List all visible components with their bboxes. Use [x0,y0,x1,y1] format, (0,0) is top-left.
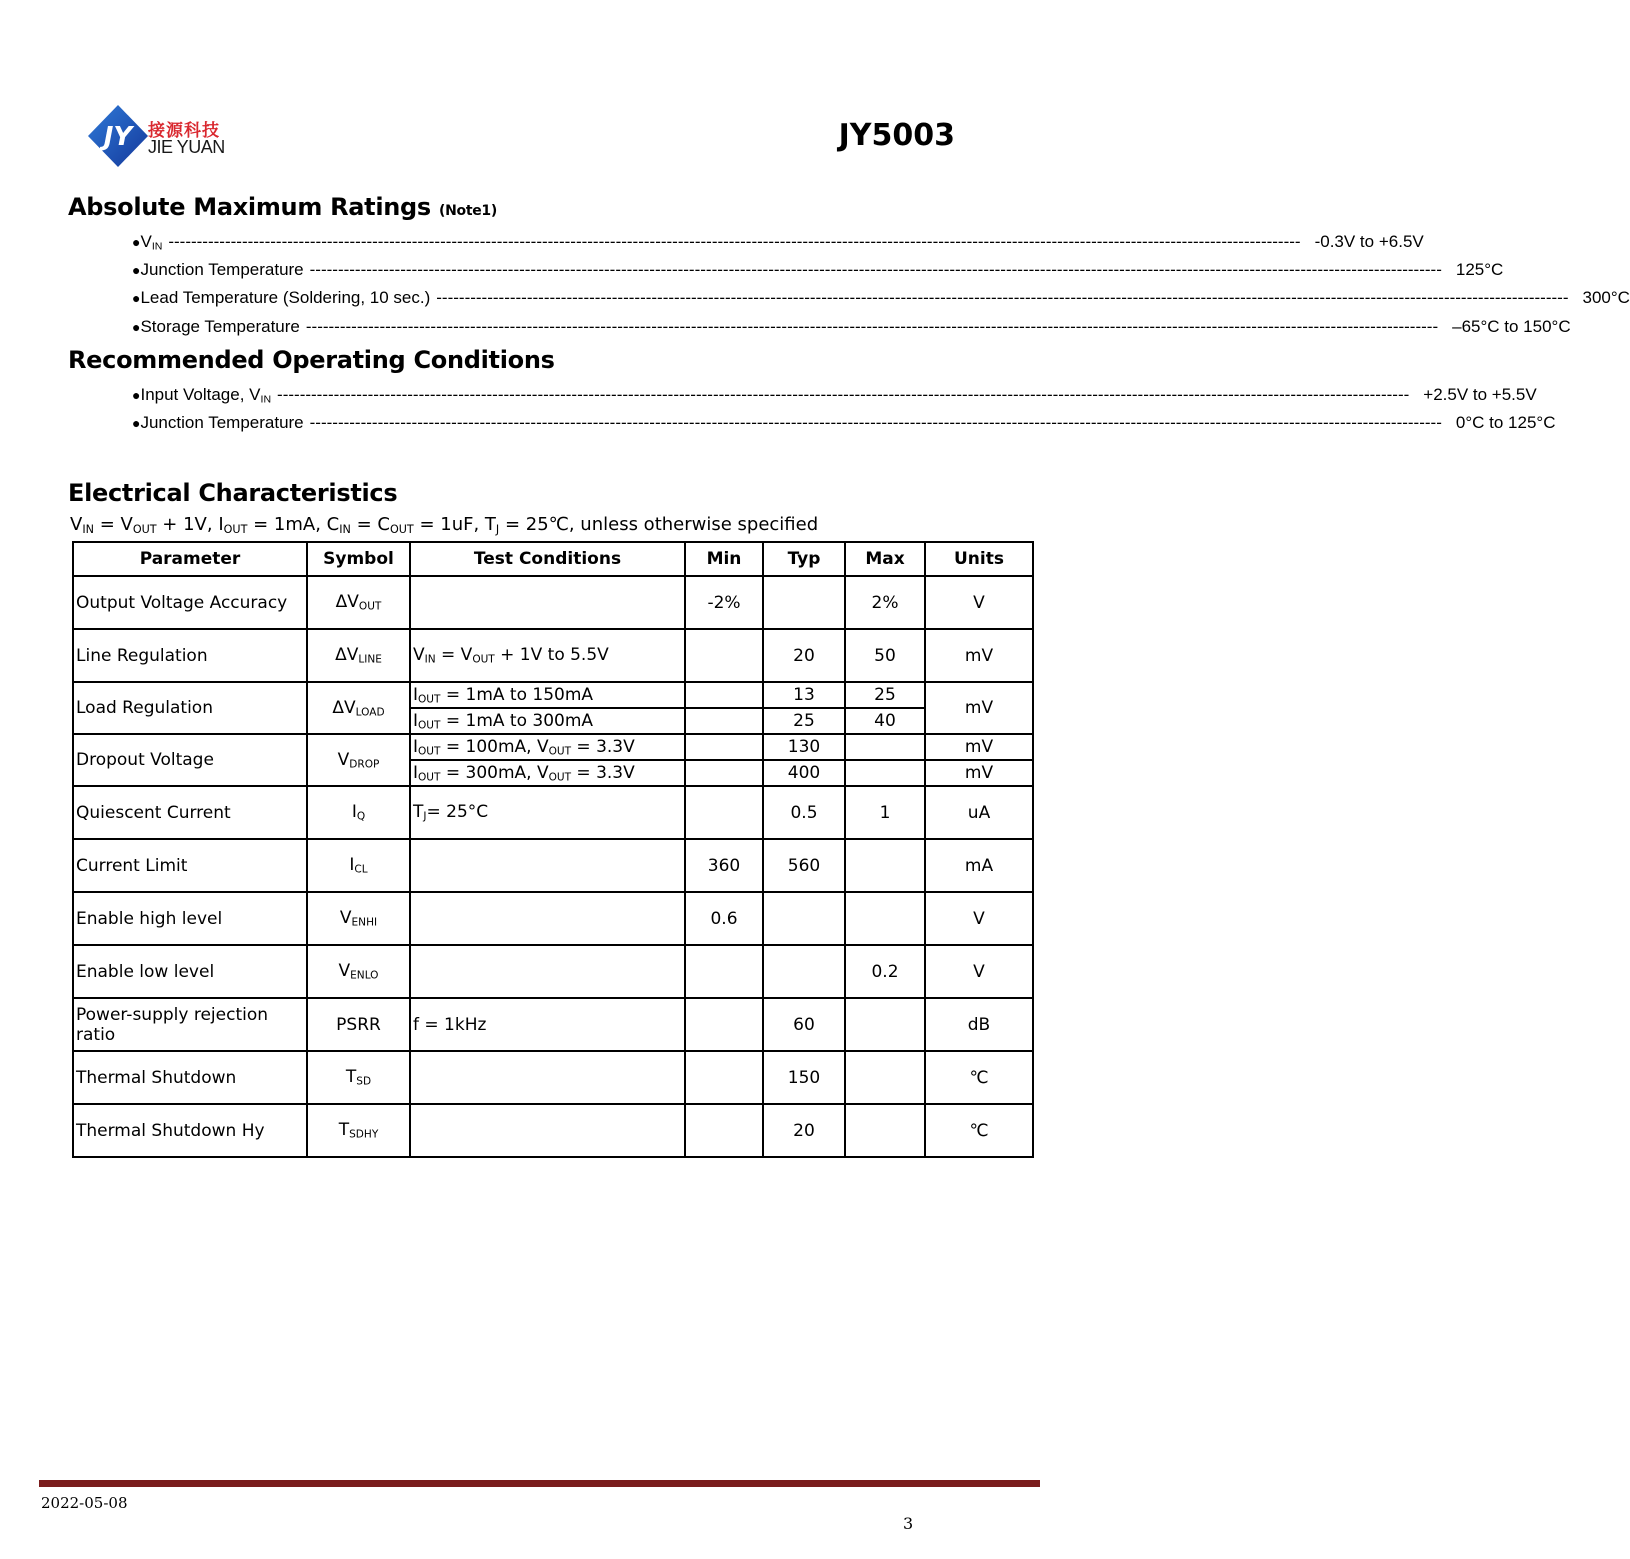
col-header-symbol: Symbol [307,542,410,576]
cell-typ: 25 [763,708,845,734]
symbol-text: V [337,749,350,770]
symbol-subscript: Q [356,810,366,823]
test-condition-text: f = 1kHz [413,1014,487,1035]
cell-symbol [307,892,410,945]
cell-min [685,998,763,1051]
cell-symbol [307,682,410,734]
cell-min [685,682,763,708]
electrical-conditions [70,514,818,536]
test-condition-subscript: OUT [548,771,572,784]
test-condition-subscript: OUT [418,771,441,784]
recommended-item [132,382,1537,408]
recommended-item-label-text: Input Voltage, V [140,384,261,404]
bullet-icon: ● [132,387,141,403]
table-row [73,945,1033,998]
absolute-max-item [132,314,1571,340]
leader-dashes: -------------------------------------------------------------------------------------------------------------------------------------------------------------------------------------------------------- [309,260,1442,279]
cell-typ: 130 [763,734,845,760]
cell-typ [763,892,845,945]
recommended-item-value: +2.5V to +5.5V [1423,385,1537,404]
absolute-max-item-label [140,317,299,337]
cell-max: 40 [845,708,925,734]
symbol-text: I [349,855,355,876]
absolute-max-item-label-text: Lead Temperature (Soldering, 10 sec.) [140,288,431,307]
symbol-subscript: LOAD [355,706,385,719]
table-row [73,1104,1033,1157]
cell-units: dB [925,998,1033,1051]
cell-test-conditions [410,760,685,786]
absolute-max-item-label-text: Storage Temperature [140,317,300,336]
table-row [73,576,1033,629]
cell-test-conditions [410,945,685,998]
absolute-max-item-value: -0.3V to +6.5V [1314,232,1424,251]
cell-max: 2% [845,576,925,629]
cell-symbol [307,629,410,682]
test-condition-text: V [413,645,425,666]
leader-dashes: -------------------------------------------------------------------------------------------------------------------------------------------------------------------------------------------------------- [277,385,1410,404]
cell-units: mV [925,682,1033,734]
cell-parameter: Dropout Voltage [73,734,307,786]
cell-parameter: Output Voltage Accuracy [73,576,307,629]
cell-units: mA [925,839,1033,892]
table-row [73,734,1033,760]
test-condition-text: I [413,684,419,705]
cell-units: uA [925,786,1033,839]
recommended-item-label-text: Junction Temperature [140,413,304,432]
recommended-item-label [140,385,271,406]
test-condition-text: + 1V to 5.5V [494,645,609,666]
absolute-max-item-label-text: V [140,231,152,251]
cell-parameter: Enable high level [73,892,307,945]
table-row [73,998,1033,1051]
cell-units: V [925,945,1033,998]
cell-test-conditions [410,682,685,708]
symbol-subscript: SD [356,1075,372,1088]
condition-subscript: J [495,522,500,536]
test-condition-subscript: OUT [418,745,441,758]
symbol-text: ΔV [332,697,356,718]
recommended-item-label [140,413,303,433]
absolute-max-item-label [140,232,162,253]
test-condition-text: = 25°C [426,802,489,823]
cell-symbol [307,998,410,1051]
test-condition-text: = 300mA, V [440,762,549,783]
cell-parameter: Power-supply rejection ratio [73,998,307,1051]
leader-dashes: -------------------------------------------------------------------------------------------------------------------------------------------------------------------------------------------------------- [309,413,1442,432]
recommended-item [132,410,1556,436]
test-condition-text: = 100mA, V [440,736,549,757]
cell-min [685,786,763,839]
symbol-subscript: CL [354,863,368,876]
cell-min: -2% [685,576,763,629]
condition-text: = V [93,514,133,535]
cell-typ: 0.5 [763,786,845,839]
bullet-icon: ● [132,290,141,306]
cell-parameter: Thermal Shutdown Hy [73,1104,307,1157]
cell-typ: 13 [763,682,845,708]
symbol-text: PSRR [336,1014,381,1035]
cell-max [845,1104,925,1157]
condition-subscript: IN [82,522,94,536]
test-condition-text: = 1mA to 150mA [440,684,594,705]
cell-units: mV [925,629,1033,682]
absolute-max-item-label-subscript: IN [151,240,163,253]
col-header-parameter: Parameter [73,542,307,576]
absolute-max-item-label [140,288,430,308]
symbol-text: V [338,961,351,982]
electrical-heading: Electrical Characteristics [68,479,398,507]
table-row [73,629,1033,682]
col-header-test-conditions: Test Conditions [410,542,685,576]
cell-max [845,1051,925,1104]
symbol-text: I [351,802,357,823]
cell-units: V [925,892,1033,945]
cell-min [685,734,763,760]
col-header-typ: Typ [763,542,845,576]
recommended-item-value: 0°C to 125°C [1455,413,1556,432]
cell-test-conditions [410,1104,685,1157]
cell-symbol [307,1051,410,1104]
cell-min: 0.6 [685,892,763,945]
test-condition-subscript: OUT [418,693,441,706]
absolute-max-note: (Note1) [438,203,497,219]
absolute-max-title: Absolute Maximum Ratings [68,193,431,221]
absolute-max-heading [68,193,497,221]
page-number: 3 [903,1514,914,1533]
electrical-characteristics-table [72,541,1034,1158]
cell-min [685,760,763,786]
cell-units: ℃ [925,1104,1033,1157]
col-header-units: Units [925,542,1033,576]
symbol-subscript: LINE [358,653,382,666]
table-row [73,1051,1033,1104]
table-header-row [73,542,1033,576]
leader-dashes: -------------------------------------------------------------------------------------------------------------------------------------------------------------------------------------------------------- [436,288,1569,307]
table-row [73,839,1033,892]
cell-typ: 150 [763,1051,845,1104]
cell-parameter: Current Limit [73,839,307,892]
symbol-text: V [339,908,352,929]
condition-subscript: OUT [223,522,248,536]
symbol-subscript: ENLO [350,969,379,982]
symbol-subscript: DROP [349,758,380,771]
cell-test-conditions [410,629,685,682]
col-header-min: Min [685,542,763,576]
footer-rule [39,1480,1040,1487]
condition-text: = 1mA, C [247,514,340,535]
condition-text: = C [350,514,390,535]
absolute-max-item [132,257,1504,283]
cell-test-conditions [410,1051,685,1104]
absolute-max-item-label-text: Junction Temperature [140,260,304,279]
test-condition-subscript: IN [424,653,436,666]
leader-dashes: -------------------------------------------------------------------------------------------------------------------------------------------------------------------------------------------------------- [168,232,1301,251]
footer-date: 2022-05-08 [41,1494,128,1512]
test-condition-subscript: OUT [418,719,441,732]
symbol-text: ΔV [335,645,359,666]
cell-parameter: Enable low level [73,945,307,998]
absolute-max-item-value: 125°C [1455,260,1504,279]
cell-max [845,998,925,1051]
condition-text: V [70,514,83,535]
condition-subscript: OUT [132,522,157,536]
cell-min [685,1051,763,1104]
recommended-heading: Recommended Operating Conditions [68,346,555,374]
symbol-text: ΔV [335,592,359,613]
cell-parameter: Load Regulation [73,682,307,734]
test-condition-text: I [413,710,419,731]
test-condition-subscript: OUT [472,653,495,666]
recommended-item-label-subscript: IN [260,393,272,406]
cell-max: 0.2 [845,945,925,998]
test-condition-subscript: J [423,810,427,823]
cell-typ: 20 [763,629,845,682]
cell-test-conditions [410,576,685,629]
cell-test-conditions [410,708,685,734]
cell-min [685,708,763,734]
symbol-subscript: OUT [358,600,382,613]
cell-units: V [925,576,1033,629]
bullet-icon: ● [132,415,141,431]
condition-text: = 1uF, T [413,514,496,535]
col-header-max: Max [845,542,925,576]
symbol-subscript: SDHY [349,1128,379,1141]
cell-max [845,839,925,892]
symbol-text: T [338,1120,350,1141]
test-condition-text: I [413,762,419,783]
cell-symbol [307,839,410,892]
cell-symbol [307,945,410,998]
cell-min [685,629,763,682]
cell-max: 25 [845,682,925,708]
test-condition-text: = 1mA to 300mA [440,710,594,731]
test-condition-text: = 3.3V [571,736,635,757]
bullet-icon: ● [132,262,141,278]
cell-min [685,1104,763,1157]
cell-symbol [307,1104,410,1157]
logo-chinese-name: 接源科技 [148,121,220,141]
cell-min [685,945,763,998]
part-number: JY5003 [838,118,955,153]
cell-test-conditions [410,786,685,839]
cell-units: ℃ [925,1051,1033,1104]
cell-units: mV [925,734,1033,760]
cell-typ [763,945,845,998]
absolute-max-item-value: –65°C to 150°C [1452,317,1571,336]
test-condition-text: = V [435,645,473,666]
cell-symbol [307,576,410,629]
cell-symbol [307,786,410,839]
cell-units: mV [925,760,1033,786]
cell-test-conditions [410,998,685,1051]
cell-parameter: Quiescent Current [73,786,307,839]
cell-min: 360 [685,839,763,892]
table-row [73,786,1033,839]
cell-parameter: Thermal Shutdown [73,1051,307,1104]
cell-max [845,892,925,945]
cell-typ: 560 [763,839,845,892]
cell-typ: 60 [763,998,845,1051]
test-condition-text: = 3.3V [571,762,635,783]
cell-test-conditions [410,734,685,760]
cell-max [845,734,925,760]
test-condition-text: I [413,736,419,757]
cell-typ: 20 [763,1104,845,1157]
test-condition-subscript: OUT [548,745,572,758]
table-row [73,892,1033,945]
symbol-text: T [345,1067,357,1088]
cell-typ: 400 [763,760,845,786]
bullet-icon: ● [132,319,141,335]
cell-typ [763,576,845,629]
cell-test-conditions [410,892,685,945]
condition-subscript: IN [339,522,351,536]
logo-mark-text: JY [103,122,133,152]
logo-mark-icon [84,103,154,169]
condition-subscript: OUT [389,522,414,536]
leader-dashes: -------------------------------------------------------------------------------------------------------------------------------------------------------------------------------------------------------- [305,317,1439,336]
logo-english-name: JIE YUAN [148,137,225,157]
cell-max: 50 [845,629,925,682]
condition-text: = 25℃, unless otherwise specified [499,514,819,535]
cell-symbol [307,734,410,786]
absolute-max-item-value: 300°C [1582,288,1630,307]
test-condition-text: T [413,802,424,823]
table-row [73,682,1033,708]
absolute-max-item-label [140,260,303,280]
absolute-max-item [132,229,1424,255]
bullet-icon: ● [132,234,141,250]
cell-max [845,760,925,786]
condition-text: + 1V, I [156,514,224,535]
cell-test-conditions [410,839,685,892]
symbol-subscript: ENHI [351,916,378,929]
absolute-max-item [132,285,1630,311]
cell-parameter: Line Regulation [73,629,307,682]
cell-max: 1 [845,786,925,839]
